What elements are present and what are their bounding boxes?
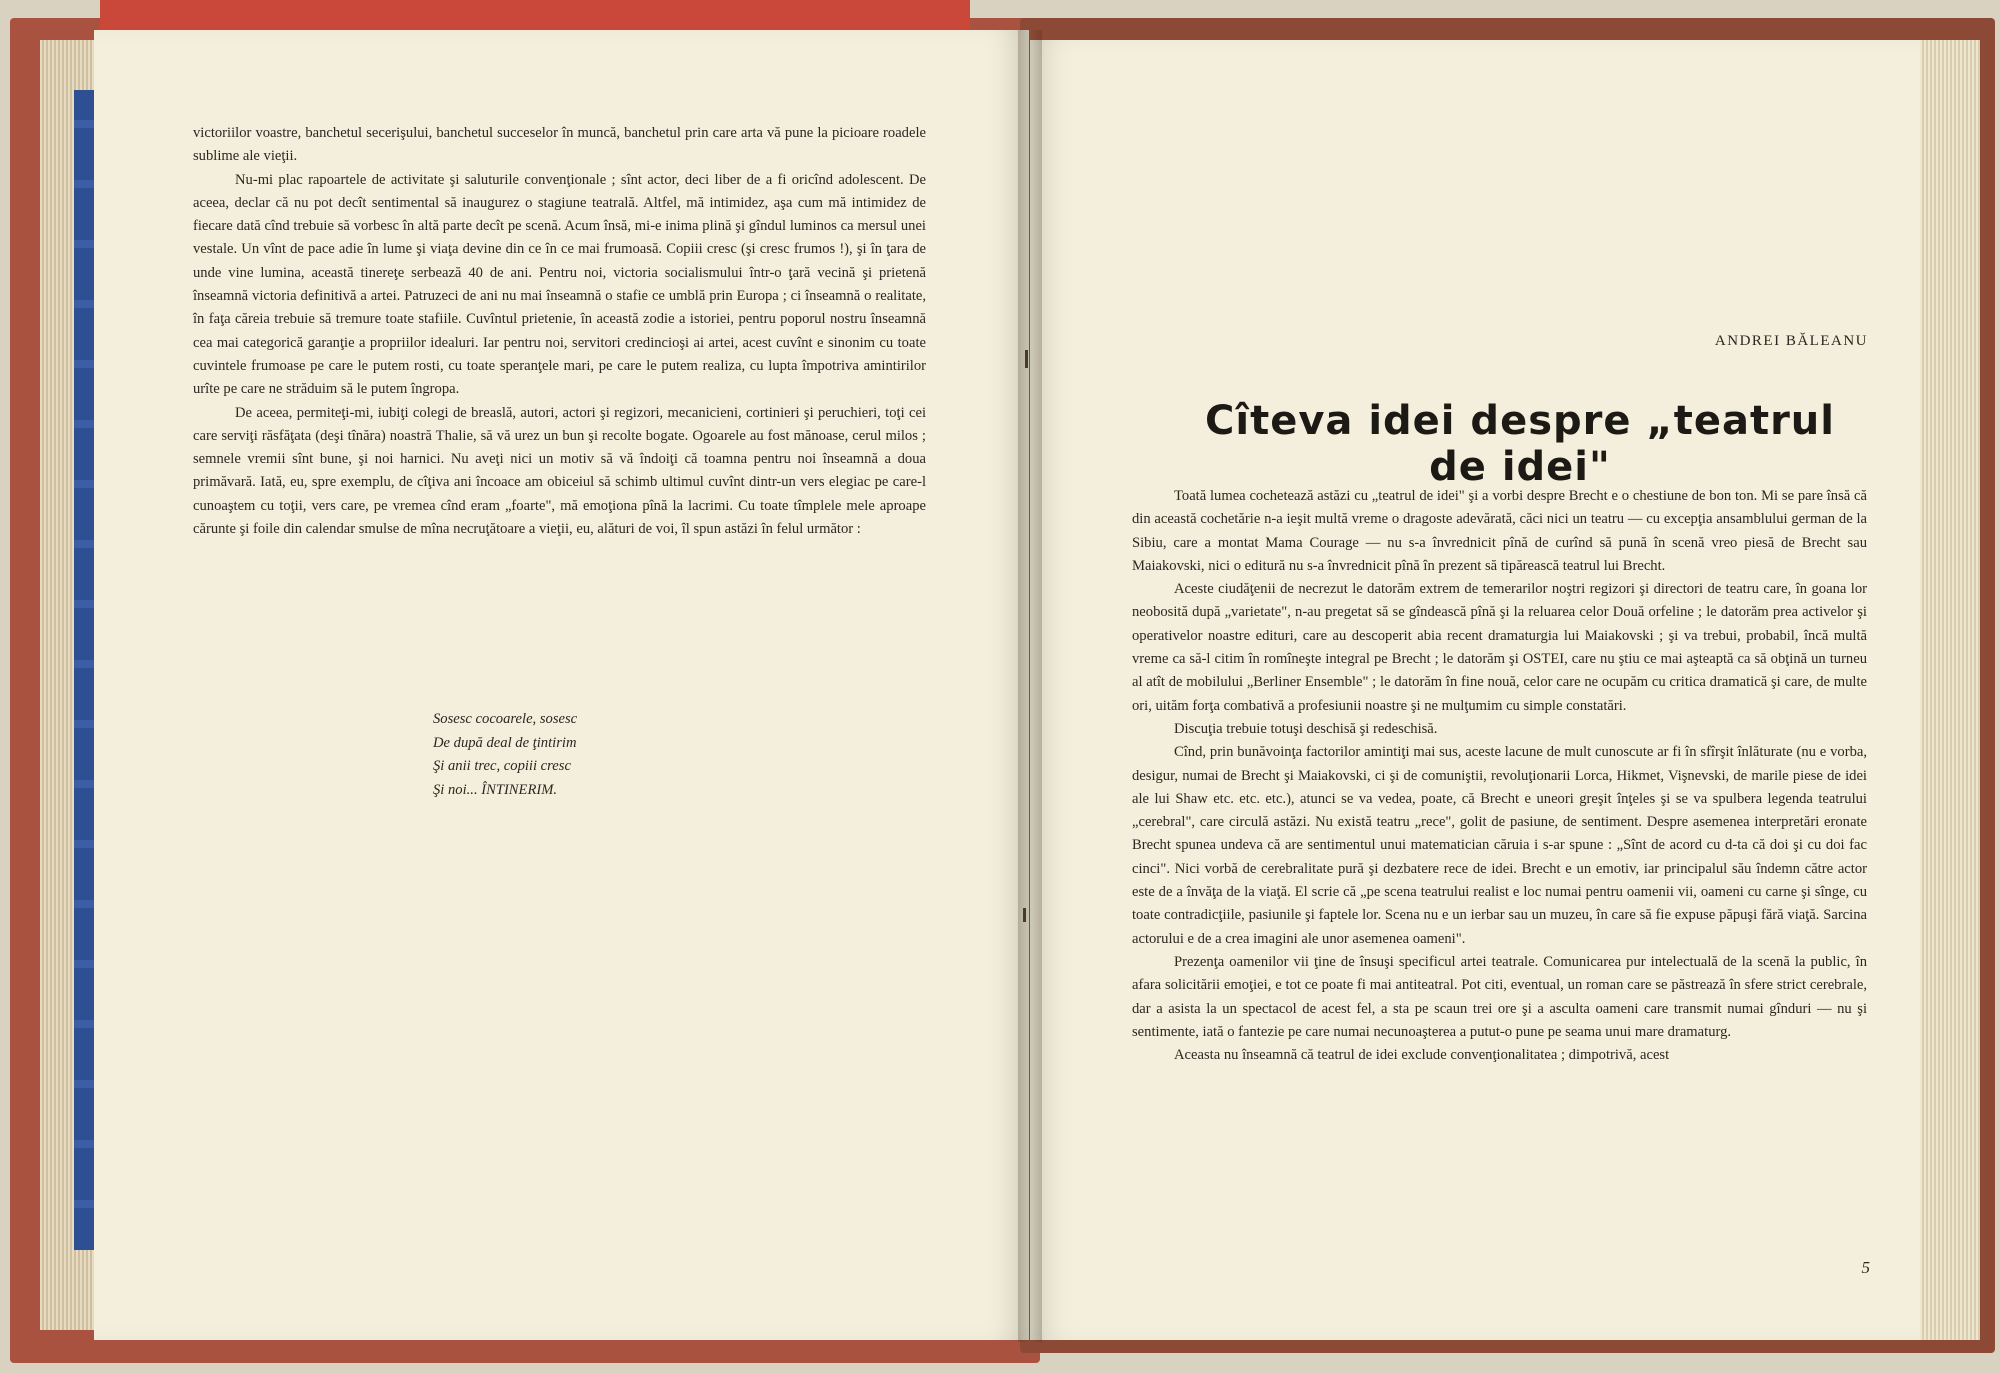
left-page-text xyxy=(193,122,926,541)
right-paragraph: Toată lumea cochetează astăzi cu „teatrul de idei" şi a vorbi despre Brecht e o chestiune de bon ton. Mi se pare însă că din această cochetărie n-a ieşit multă vreme o dragoste adevărată, căci nici un teatru — cu excepţia ansamblului german de la Sibiu, care a montat Mama Courage — nu s-a învrednicit pînă de curînd să pună în scenă vreo piesă de Brecht sau Maiakovski, nici o editură nu s-a învrednicit pînă în prezent să tipărească teatrul lui Brecht. xyxy=(1132,488,1867,574)
poem-line: Şi anii trec, copiii cresc xyxy=(433,758,571,774)
article-author: ANDREI BĂLEANU xyxy=(1714,333,1868,349)
left-paragraph: victoriilor voastre, banchetul secerişului, banchetul succeselor în muncă, banchetul prin care arta vă pune la picioare roadele sublime ale vieţii. xyxy=(193,125,926,165)
article-title: Cîteva idei despre „teatrul de idei" xyxy=(1205,398,1835,490)
poem-line: Şi noi... ÎNTINERIM. xyxy=(433,781,558,798)
margin-mark xyxy=(1023,908,1026,922)
poem-stanza xyxy=(433,708,733,802)
right-paragraph: Aceasta nu înseamnă că teatrul de idei exclude convenţionalitatea ; dimpotrivă, acest xyxy=(1174,1047,1670,1064)
margin-mark xyxy=(1025,350,1028,368)
page-number: 5 xyxy=(1861,1258,1870,1277)
right-paragraph: Prezenţa oamenilor vii ţine de însuşi specificul artei teatrale. Comunicarea pur intelectuală de la scenă la public, în afara solicitării emoţiei, e tot ce poate fi mai antiteatral. Pot citi, eventual, un roman care se păstrează în sfere strict cerebrale, dar a asista la un spectacol de acest fel, a sta pe scaun trei ore şi a asculta oameni care transmit numai gînduri — nu şi sentimente, iată o fantezie pe care numai necunoaşterea a putut-o pune pe seama unui mare dramaturg. xyxy=(1132,953,1867,1040)
right-paragraph: Cînd, prin bunăvoinţa factorilor amintiţi mai sus, aceste lacune de mult cunoscute ar fi în sfîrşit înlăturate (nu e vorba, desigur, numai de Brecht şi Maiakovski, ci şi de comuniştii, revoluţionarii Lorca, Hikmet, Vişnevski, de marile piese de idei ale lui Shaw etc. etc. etc.), atunci se va vedea, poate, că Brecht e uneori greşit înţeles şi se va spulbera legenda teatrului „cerebral", care circulă astăzi. Nu există teatru „rece", golit de pasiune, de sentiment. Despre asemenea interpretări eronate Brecht spunea undeva că are sentimentul unui matematician căruia i s-ar spune : „Sînt de acord cu d-ta că doi şi cu doi fac cinci". Nici vorbă de cerebralitate pură şi dezbatere rece de idei. Brecht e un emotiv, iar principalul său îndemn către actor este de a învăţa de la viaţă. El scrie că „pe scena teatrului realist e loc numai pentru oamenii vii, oameni cu carne şi sînge, cu toate contradicţiile, pasiunile şi faptele lor. Scena nu e un ierbar sau un muzeu, în care să fie expuse păpuşi fără viaţă. Sarcina actorului e de a crea imagini ale unor asemenea oameni". xyxy=(1132,744,1867,947)
left-paragraph: Nu-mi plac rapoartele de activitate şi saluturile convenţionale ; sînt actor, deci liber de a fi oricînd adolescent. De aceea, declar că nu pot decît sentimental să inaugurez o stagiune teatrală. Altfel, mă intimidez, aşa cum mă intimidez de fiecare dată cînd trebuie să vorbesc în altă parte decît pe scenă. Acum însă, mi-e inima plină şi gîndul luminos ca mersul unei vestale. Un vînt de pace adie în lume şi viaţa devine din ce în ce mai frumoasă. Copiii cresc (şi cresc frumos !), şi în ţara de unde vine lumina, această tinereţe serbează 40 de ani. Pentru noi, victoria socialismului într-o ţară vecină şi prietenă înseamnă victoria definitivă a artei. Patruzeci de ani nu mai înseamnă o stafie ce umblă prin Europa ; ci înseamnă o realitate, în faţa căreia trebuie să tremure toate stafiile. Cuvîntul prietenie, în această zodie a istoriei, pentru poporul nostru înseamnă cea mai categorică garanţie a propriilor idealuri. Iar pentru noi, servitori credincioşi ai artei, acest cuvînt e sinonim cu toate cuvintele frumoase pe care le putem rosti, cu toate speranţele mari, pe care le putem realiza, cu lupta împotriva amintirilor urîte pe care ne străduim să le putem îngropa. xyxy=(193,171,926,398)
right-page-text xyxy=(1132,485,1867,1067)
left-paragraph: De aceea, permiteţi-mi, iubiţi colegi de breaslă, autori, actori şi regizori, mecanicieni, cortinieri şi peruchieri, toţi cei care serviţi răsfăţata (deşi tînăra) noastră Thalie, să vă urez un bun şi recolte bogate. Ogoarele au fost mănoase, cerul milos ; semnele vremii sînt bune, şi noi harnici. Nu aveţi nici un motiv să vă îndoiţi că toamna pentru noi înseamnă a doua primăvară. Iată, eu, spre exemplu, de cîţiva ani încoace am obiceiul să schimb ultimul cuvînt dintr-un vers elegiac pe care-l cunoaştem cu toţii, vers care, pe vremea cînd eram „foarte", mă emoţiona pînă la lacrimi. Cu toate tîmplele mele aproape cărunte şi foile din calendar smulse de mîna necruţătoare a vieţii, eu, alături de voi, îl spun astăzi în felul următor : xyxy=(193,404,926,538)
right-paragraph: Aceste ciudăţenii de necrezut le datorăm extrem de temerarilor noştri regizori şi directori de teatru care, în goana lor neobosită după „varietate", n-au pregetat să se gîndească pînă şi la reluarea celor Două orfeline ; le datorăm prea activelor şi operativelor noastre edituri, care au descoperit abia recent dramaturgia lui Maiakovski ; şi va trebui, probabil, încă multă vreme ca să-l citim în romîneşte integral pe Brecht ; le datorăm şi OSTEI, care nu ştiu ce mai aşteaptă ca să obţină un turneu al atît de mobilului „Berliner Ensemble" ; le datorăm în fine nouă, celor care ne ocupăm cu critica dramatică şi care, de multe ori, uităm forţa combativă a profesiunii noastre şi ne mulţumim cu simple constatări. xyxy=(1132,581,1867,714)
right-paragraph: Discuţia trebuie totuşi deschisă şi redeschisă. xyxy=(1174,720,1438,737)
book-gutter xyxy=(1018,30,1042,1342)
poem-line: De după deal de ţintirim xyxy=(433,734,577,751)
poem-line: Sosesc cocoarele, sosesc xyxy=(433,711,578,727)
